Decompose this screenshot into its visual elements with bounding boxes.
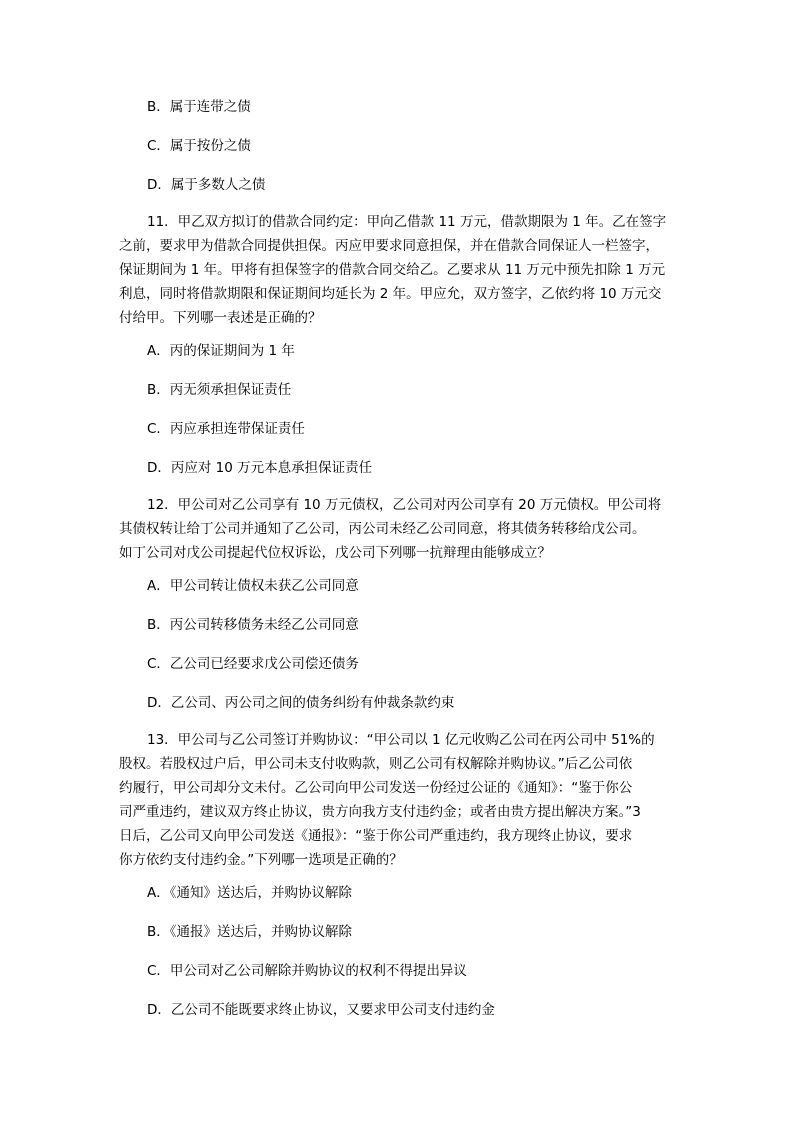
question-text-line: 你方依约支付违约金。”下列哪一选项是正确的？ xyxy=(119,852,403,868)
option-c: C．属于按份之债 xyxy=(147,138,251,154)
option-d: D．乙公司、丙公司之间的债务纠纷有仲裁条款约束 xyxy=(147,695,455,711)
option-b: B．《通报》送达后，并购协议解除 xyxy=(147,924,353,940)
question-text-line: 股权。若股权过户后，甲公司未支付收购款，则乙公司有权解除并购协议。”后乙公司依 xyxy=(119,756,633,772)
question-text-line: 付给甲。下列哪一表述是正确的？ xyxy=(119,310,322,326)
question-text-line: 日后，乙公司又向甲公司发送《通报》：“鉴于你公司严重违约，我方现终止协议，要求 xyxy=(119,828,633,844)
question-text-line: 司严重违约，建议双方终止协议，贵方向我方支付违约金；或者由贵方提出解决方案。”3 xyxy=(119,804,641,820)
option-c: C．乙公司已经要求戊公司偿还债务 xyxy=(147,656,359,672)
question-text-line: 利息，同时将借款期限和保证期间均延长为 2 年。甲应允，双方签字，乙依约将 10 万元交 xyxy=(119,286,662,302)
question-text-line: 之前，要求甲为借款合同提供担保。丙应甲要求同意担保，并在借款合同保证人一栏签字， xyxy=(119,238,659,254)
option-d: D．乙公司不能既要求终止协议，又要求甲公司支付违约金 xyxy=(147,1002,495,1018)
question-text-line: 其债权转让给丁公司并通知了乙公司，丙公司未经乙公司同意，将其债务转移给戊公司。 xyxy=(119,521,646,537)
question-text-line: 如丁公司对戊公司提起代位权诉讼，戊公司下列哪一抗辩理由能够成立？ xyxy=(119,545,551,561)
question-text-line: 约履行，甲公司却分文未付。乙公司向甲公司发送一份经过公证的《通知》：“鉴于你公 xyxy=(119,780,633,796)
option-b: B．丙无须承担保证责任 xyxy=(147,382,292,398)
question-text-line: 12．甲公司对乙公司享有 10 万元债权，乙公司对丙公司享有 20 万元债权。甲公司将 xyxy=(147,497,662,513)
option-d: D．属于多数人之债 xyxy=(147,177,266,193)
document-page xyxy=(119,95,684,1037)
question-12 xyxy=(119,493,684,565)
option-c: C．甲公司对乙公司解除并购协议的权利不得提出异议 xyxy=(147,963,467,979)
option-d: D．丙应对 10 万元本息承担保证责任 xyxy=(147,460,373,476)
question-13 xyxy=(119,728,684,872)
option-c: C．丙应承担连带保证责任 xyxy=(147,421,305,437)
question-text-line: 保证期间为 1 年。甲将有担保签字的借款合同交给乙。乙要求从 11 万元中预先扣除 1 万元 xyxy=(119,262,666,278)
option-a: A．《通知》送达后，并购协议解除 xyxy=(147,885,352,901)
option-b: B．丙公司转移债务未经乙公司同意 xyxy=(147,617,359,633)
question-text-line: 13．甲公司与乙公司签订并购协议：“甲公司以 1 亿元收购乙公司在丙公司中 51%的 xyxy=(147,732,655,748)
question-11 xyxy=(119,210,684,330)
option-a: A．甲公司转让债权未获乙公司同意 xyxy=(147,578,359,594)
option-b: B．属于连带之债 xyxy=(147,99,251,115)
option-a: A．丙的保证期间为 1 年 xyxy=(147,343,295,359)
question-text-line: 11．甲乙双方拟订的借款合同约定：甲向乙借款 11 万元，借款期限为 1 年。乙在签字 xyxy=(147,214,667,230)
